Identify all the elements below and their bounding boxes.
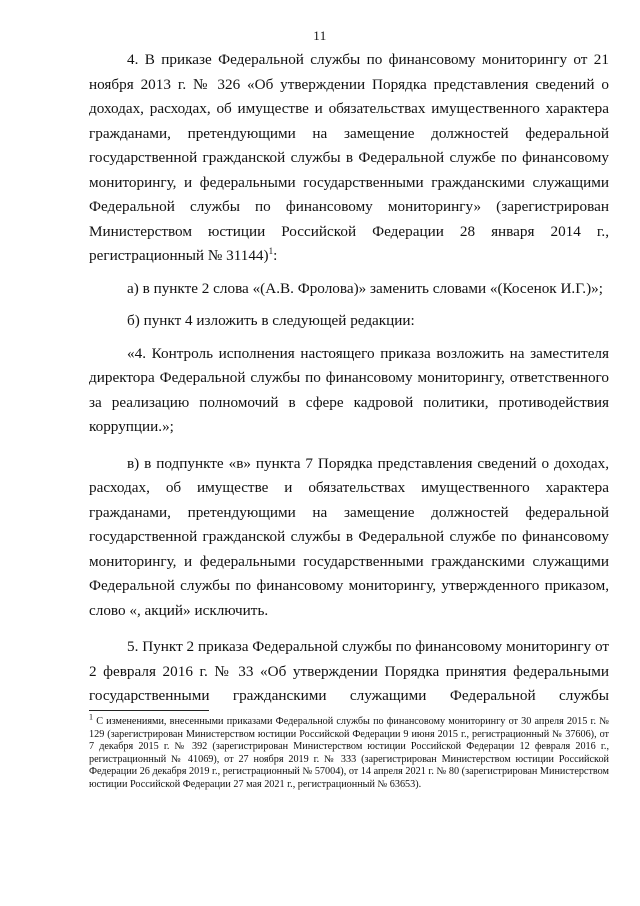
paragraph-item-5: 5. Пункт 2 приказа Федеральной службы по финансовому мониторингу от 2 февраля 2016 г. № 33 «Об утверждении Порядка принятия федеральными государственными гражданскими служащими Федеральной службы [89, 638, 609, 704]
footnote-text: С изменениями, внесенными приказами Федеральной службы по финансовому мониторингу от 30 апреля 2015 г. № 129 (зарегистрирован Министерством юстиции Российской Федерации 9 июня 2015 г., регистрационный № 37606), от 7 декабря 2015 г. № 392 (зарегистрирован Министерством юстиции Российской Федерации 12 февраля 2016 г., регистрационный № 41069), от 27 ноября 2019 г. № 333 (зарегистрирован Министерством юстиции Российской Федерации 26 декабря 2019 г., регистрационный № 57004), от 14 апреля 2021 г. № 80 (зарегистрирован Министерством юстиции Российской Федерации 27 мая 2021 г., регистрационный № 63653). [89, 716, 609, 790]
paragraph-item-4-text: 4. В приказе Федеральной службы по финансовому мониторингу от 21 ноября 2013 г. № 326 «Об утверждении Порядка представления сведений о доходах, расходах, об имуществе и обязательствах имущественного характера гражданами, претендующими на замещение должностей федеральной государственной гражданской службы в Федеральной службе по финансовому мониторингу, и федеральными государственными гражданскими служащими Федеральной службы по финансовому мониторингу» (зарегистрирован Министерством юстиции Российской Федерации 28 января 2014 г., регистрационный № 31144) [89, 51, 609, 264]
footnote-reference-suffix: : [273, 247, 278, 264]
subparagraph-v: в) в подпункте «в» пункта 7 Порядка представления сведений о доходах, расходах, об имуществе и обязательствах имущественного характера гражданами, претендующими на замещение должностей федеральной государственной гражданской службы в Федеральной службе по финансовому мониторингу, и федеральными государственными гражданскими служащими Федеральной службы по финансовому мониторингу, утвержденного приказом, слово «, акций» исключить. [89, 454, 609, 619]
document-body [89, 48, 609, 709]
footnote-reference[interactable]: 1 [268, 245, 274, 256]
footnote [89, 712, 609, 792]
page-number: 11 [313, 28, 327, 43]
subparagraph-b: б) пункт 4 изложить в следующей редакции: [127, 312, 415, 329]
paragraph-item-4 [89, 48, 609, 269]
subparagraph-a: а) в пункте 2 слова «(А.В. Фролова)» заменить словами «(Косенок И.Г.)»; [127, 279, 603, 297]
quoted-new-text: «4. Контроль исполнения настоящего приказа возложить на заместителя директора Федеральной службы по финансовому мониторингу, ответственного за реализацию полномочий в сфере кадровой политики, противодействия коррупции.»; [89, 344, 609, 435]
footnote-divider [89, 710, 209, 711]
footnote-marker: 1 [89, 712, 93, 722]
